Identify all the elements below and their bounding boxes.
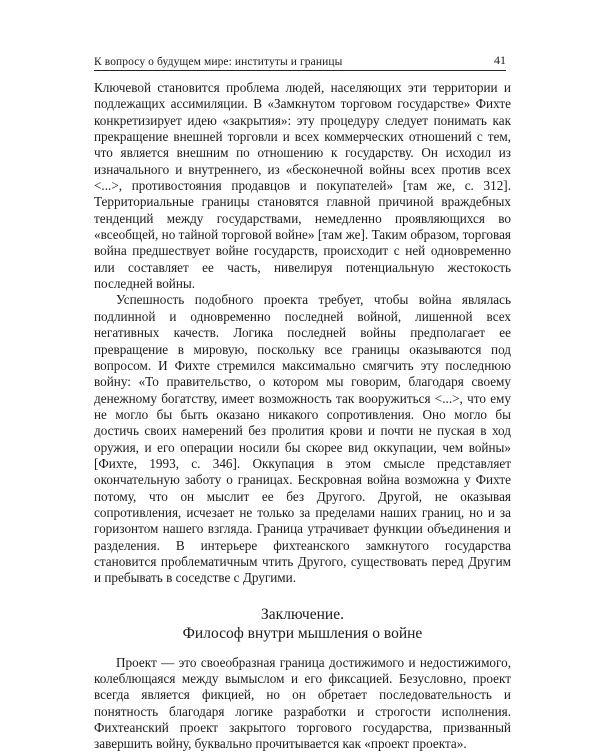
main-text (94, 80, 511, 753)
paragraph-3: Проект — это своеобразная граница достижимого и недостижимого, колеблющаяся между вымыслом и его фиксацией. Безусловно, проект всегда является фикцией, но он обретает последовательность и понятность благодаря логике разработки и строгости исполнения. Фихтеанский проект закрытого торгового государства, призванный завершить войну, буквально прочитывается как «проект проекта». (94, 654, 511, 752)
section-heading-line-1: Заключение. (261, 605, 344, 623)
section-heading-line-2: Философ внутри мышления о войне (182, 624, 423, 642)
section-heading (94, 605, 511, 643)
page-number: 41 (494, 53, 506, 67)
running-title: К вопросу о будущем мире: институты и границы (94, 56, 343, 68)
running-header (94, 50, 506, 71)
paragraph-2: Успешность подобного проекта требует, чтобы война являлась подлинной и одновременно последней войной, лишенной всех негативных качеств. Логика последней войны предполагает ее превращение в мировую, поскольку все границы оказываются под вопросом. И Фихте стремился максимально смягчить эту последнюю войну: «То правительство, о котором мы говорим, благодаря своему денежному богатству, имеет возможность так вооружиться <...>, что ему не могло бы быть оказано никакого сопротивления. Оно могло бы достичь своих намерений без пролития крови и почти не пуская в ход оружия, и его операции носили бы скорее вид оккупации, чем войны» [Фихте, 1993, с. 346]. Оккупация в этом смысле представляет окончательную заботу о границах. Бескровная война возможна у Фихте потому, что он мыслит ее без Другого. Другой, не оказывая сопротивления, исчезает не только за пределами наших границ, но и за горизонтом нашего взгляда. Граница утрачивает функции объединения и разделения. В интерьере фихтеанского замкнутого государства становится проблематичным чтить Другого, существовать перед Другим и пребывать в соседстве с Другими. (94, 292, 511, 586)
paragraph-1: Ключевой становится проблема людей, населяющих эти территории и подлежащих ассимиляции. В «Замкнутом торговом государстве» Фихте конкретизирует идею «закрытия»: эту процедуру следует понимать как прекращение внешней торговли и всех коммерческих отношений с тем, что является внешним по отношению к государству. Он исходил из изначального и внутреннего, из «бесконечной войны всех против всех <...>, противостояния продавцов и покупателей» [там же, с. 312]. Территориальные границы становятся главной причиной враждебных тенденций между государствами, немедленно проявляющихся во «всеобщей, но тайной торговой войне» [там же]. Таким образом, торговая война предшествует войне государств, происходит с ней одновременно или составляет ее часть, нивелируя потенциальную жестокость последней войны. (94, 80, 511, 292)
